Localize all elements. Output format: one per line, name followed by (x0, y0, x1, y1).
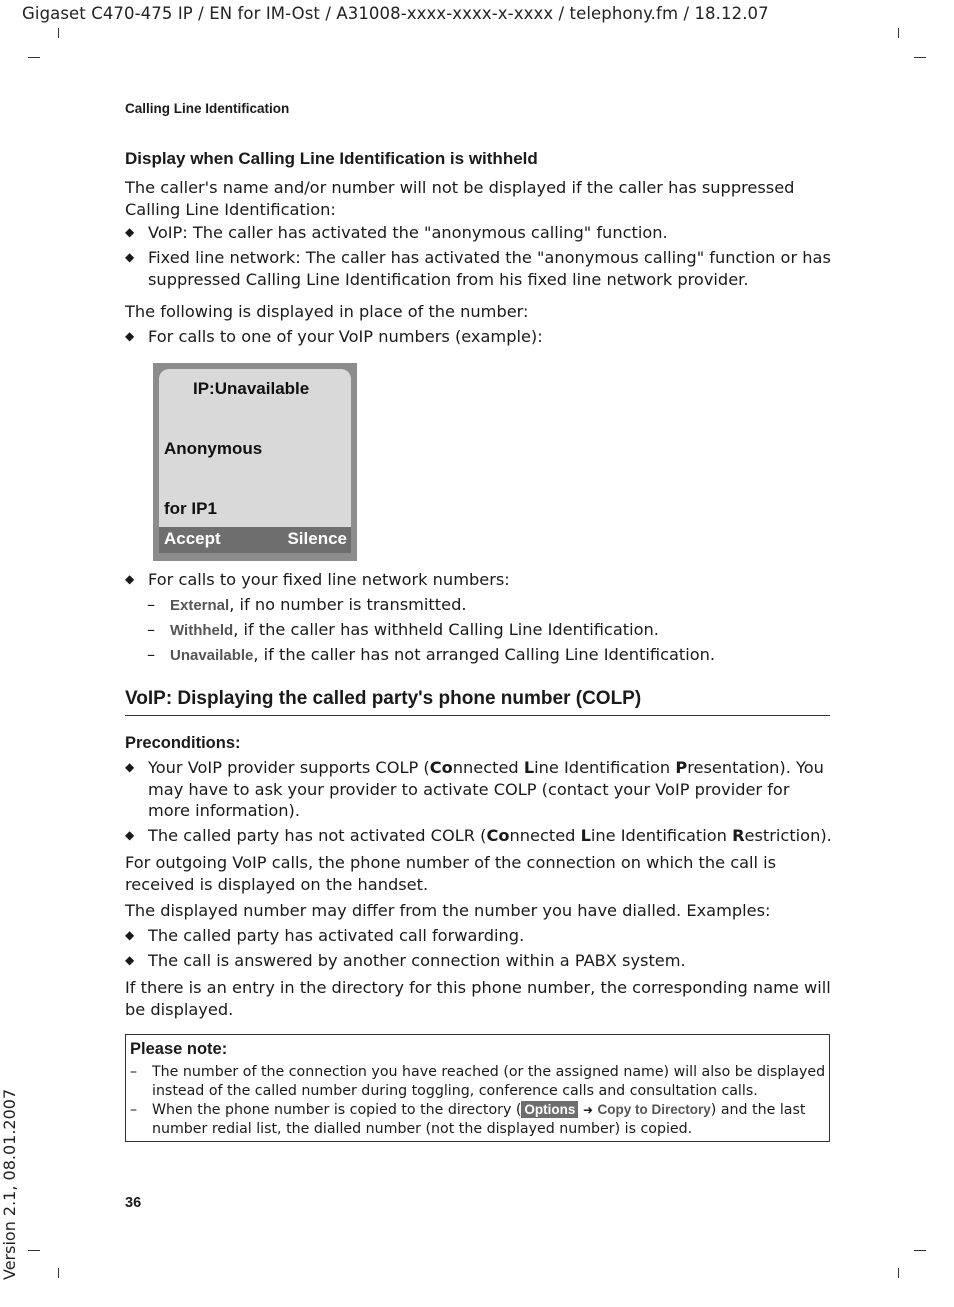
preconditions-heading: Preconditions: (125, 734, 241, 752)
softkey-accept: Accept (164, 529, 221, 548)
display-line-ip: IP:Unavailable (193, 379, 310, 398)
crop-mark (898, 1268, 899, 1278)
intro-paragraph: The caller's name and/or number will not be displayed if the caller has suppressed Calling Line Identification: (125, 178, 795, 219)
bullet-voip-numbers: ◆ For calls to one of your VoIP numbers (example): (125, 327, 543, 346)
display-screen (159, 369, 351, 551)
bullet-diamond-icon: ◆ (125, 928, 135, 942)
bullet-voip-anonymous: ◆ VoIP: The caller has activated the "anonymous calling" function. (125, 223, 668, 242)
display-line-anonymous: Anonymous (164, 439, 263, 458)
crop-mark (898, 28, 899, 38)
bullet-fixed-line: ◆ Fixed line network: The caller has activated the "anonymous calling" function or has suppressed Calling Line Identification from his fixed line network provider. (125, 248, 831, 289)
crop-mark (28, 1250, 40, 1251)
running-head: Calling Line Identification (125, 101, 290, 116)
softkey-silence: Silence (287, 529, 347, 548)
copy-to-directory-menu: Copy to Directory (597, 1102, 711, 1117)
bullet-colr: ◆ The called party has not activated COLR (Connected Line Identification Restriction). (125, 826, 832, 845)
softkey-bar (159, 527, 351, 553)
differ-paragraph: The displayed number may differ from the number you have dialled. Examples: (125, 901, 771, 920)
note-title: Please note: (130, 1040, 228, 1058)
dash-item-external: – External, if no number is transmitted. (147, 595, 467, 614)
bullet-call-forwarding: ◆ The called party has activated call forwarding. (125, 926, 525, 945)
outgoing-calls-paragraph: For outgoing VoIP calls, the phone number of the connection on which the call is received is displayed on the handset. (125, 853, 777, 894)
arrow-right-icon: ➜ (582, 1103, 593, 1117)
crop-mark (58, 1268, 59, 1278)
display-line-for-ip1: for IP1 (164, 499, 217, 518)
section-heading-colp: VoIP: Displaying the called party's phone number (COLP) (125, 688, 642, 709)
crop-mark (58, 28, 59, 38)
dash-item-unavailable: – Unavailable, if the caller has not arranged Calling Line Identification. (147, 645, 716, 664)
crop-mark (914, 1250, 926, 1251)
dash-item-withheld: – Withheld, if the caller has withheld Calling Line Identification. (147, 620, 659, 639)
bullet-diamond-icon: ◆ (125, 225, 135, 239)
page-number: 36 (125, 1195, 142, 1211)
bullet-colp-support: ◆ Your VoIP provider supports COLP (Connected Line Identification Presentation). You may have to ask your provider to activate COLP (contact your VoIP provider for more information). (125, 758, 824, 820)
section-heading-withheld: Display when Calling Line Identification is withheld (125, 149, 538, 168)
following-paragraph: The following is displayed in place of the number: (125, 302, 529, 321)
bullet-diamond-icon: ◆ (125, 760, 135, 774)
crop-mark (914, 57, 926, 58)
options-softkey-label: Options (521, 1101, 578, 1118)
handset-display (153, 363, 357, 561)
note-item-toggling: – The number of the connection you have reached (or the assigned name) will also be displayed instead of the called number during toggling, conference calls and consultation calls. (130, 1064, 826, 1099)
note-item-directory: – When the phone number is copied to the directory ( Options ➜ Copy to Directory) and the last number redial list, the dialled number (not the displayed number) is copied. (130, 1102, 806, 1137)
note-box (125, 1034, 830, 1142)
bullet-diamond-icon: ◆ (125, 953, 135, 967)
bullet-fixed-numbers: ◆ For calls to your fixed line network numbers: (125, 570, 510, 589)
bullet-diamond-icon: ◆ (125, 329, 135, 343)
crop-mark (28, 57, 40, 58)
version-label: Version 2.1, 08.01.2007 (0, 1088, 19, 1280)
bullet-pabx: ◆ The call is answered by another connection within a PABX system. (125, 951, 686, 970)
bullet-diamond-icon: ◆ (125, 828, 135, 842)
heading-rule (125, 715, 830, 716)
directory-paragraph: If there is an entry in the directory for this phone number, the corresponding name will be displayed. (125, 978, 831, 1019)
bullet-diamond-icon: ◆ (125, 572, 135, 586)
bullet-diamond-icon: ◆ (125, 250, 135, 264)
document-header: Gigaset C470-475 IP / EN for IM-Ost / A31008-xxxx-xxxx-x-xxxx / telephony.fm / 18.12.07 (22, 4, 769, 23)
